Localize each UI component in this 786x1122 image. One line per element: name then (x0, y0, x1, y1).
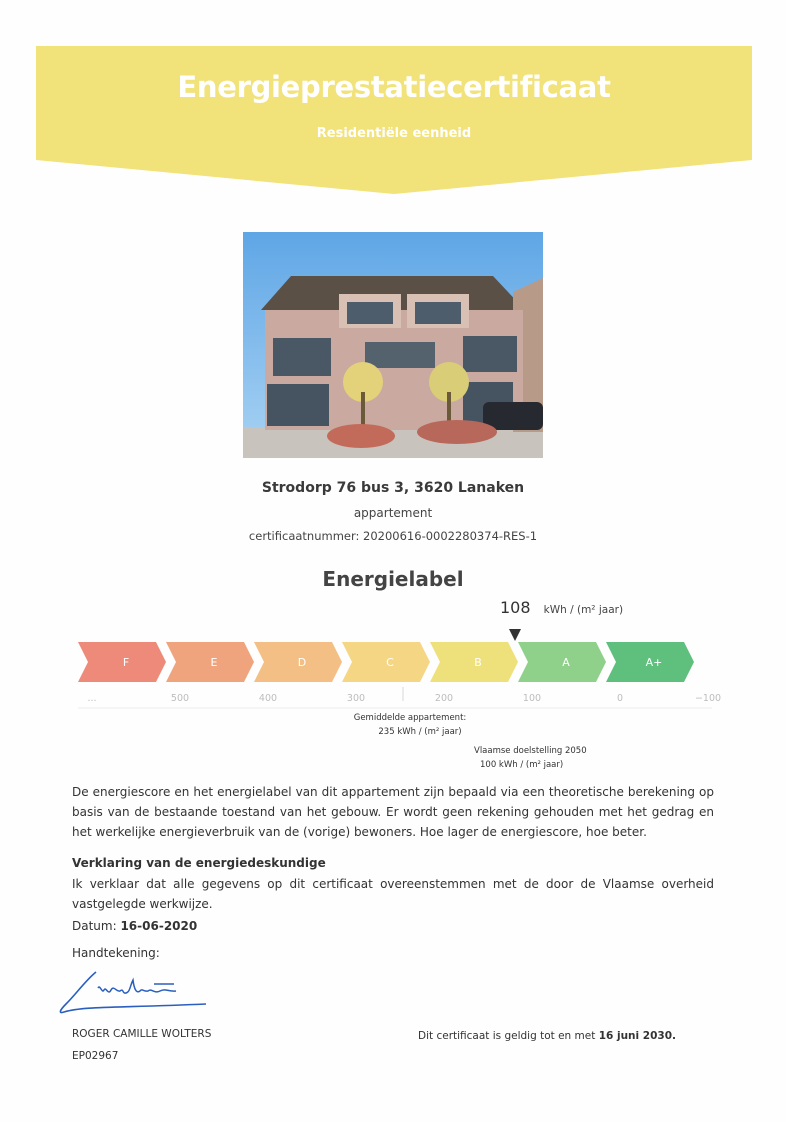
energy-class-label: B (474, 656, 482, 669)
declaration-text: Ik verklaar dat alle gegevens op dit certificaat overeenstemmen met de door de Vlaamse overheid vastgelegde werkwijze. (72, 877, 714, 911)
property-address: Strodorp 76 bus 3, 3620 Lanaken (261, 480, 525, 496)
document-title: Energieprestatiecertificaat (177, 70, 611, 104)
target-label: Vlaamse doelstelling 2050 (474, 746, 587, 756)
energy-class-label: A (562, 656, 570, 669)
certificate-number: certificaatnummer: 20200616-0002280374-RES-1 (248, 529, 538, 543)
average-label: Gemiddelde appartement: (353, 713, 467, 723)
scale-tick-label: −100 (694, 693, 722, 704)
expert-name: ROGER CAMILLE WOLTERS (72, 1028, 212, 1040)
declaration-title: Verklaring van de energiedeskundige (72, 856, 326, 870)
scale-tick-label: 400 (258, 693, 278, 704)
expert-code: EP02967 (72, 1050, 119, 1062)
document-subtitle: Residentiële eenheid (316, 126, 472, 141)
energy-class-label: A+ (645, 656, 663, 669)
date-label: Datum: (72, 919, 121, 933)
scale-tick-label: ... (87, 693, 97, 704)
scale-tick-label: 500 (170, 693, 190, 704)
energy-score-unit: kWh / (m² jaar) (543, 604, 624, 616)
scale-tick-label: 300 (346, 693, 366, 704)
date-line (72, 919, 197, 933)
energy-score (500, 598, 623, 617)
energy-class-label: E (210, 656, 218, 669)
building-photo (243, 232, 543, 458)
energy-label-heading: Energielabel (322, 567, 464, 591)
scale-tick-label: 100 (522, 693, 542, 704)
energy-class-label: D (297, 656, 307, 669)
energy-scale (78, 625, 722, 715)
energy-class-label: F (122, 656, 130, 669)
signature-label: Handtekening: (72, 946, 160, 960)
scale-tick-label: 0 (616, 693, 624, 704)
property-type: appartement (353, 506, 433, 520)
validity-statement (418, 1030, 676, 1042)
header-banner (36, 46, 752, 194)
average-value: 235 kWh / (m² jaar) (378, 727, 462, 737)
energy-score-value: 108 (500, 598, 531, 617)
date-value: 16-06-2020 (120, 919, 198, 933)
score-marker-icon (509, 629, 521, 641)
validity-date: 16 juni 2030. (598, 1030, 676, 1042)
signature-image (56, 958, 216, 1020)
energy-class-label: C (386, 656, 394, 669)
energy-description: De energiescore en het energielabel van dit appartement zijn bepaald via een theoretische berekening op basis van de bestaande toestand van het gebouw. Er wordt geen rekening gehouden met het gedrag en het werkelijke energieverbruik van de (vorige) bewoners. Hoe lager de energiescore, hoe beter. (72, 785, 714, 839)
validity-prefix: Dit certificaat is geldig tot en met (418, 1030, 599, 1042)
target-value: 100 kWh / (m² jaar) (480, 760, 564, 770)
scale-tick-label: 200 (434, 693, 454, 704)
banner-shape (36, 46, 752, 194)
